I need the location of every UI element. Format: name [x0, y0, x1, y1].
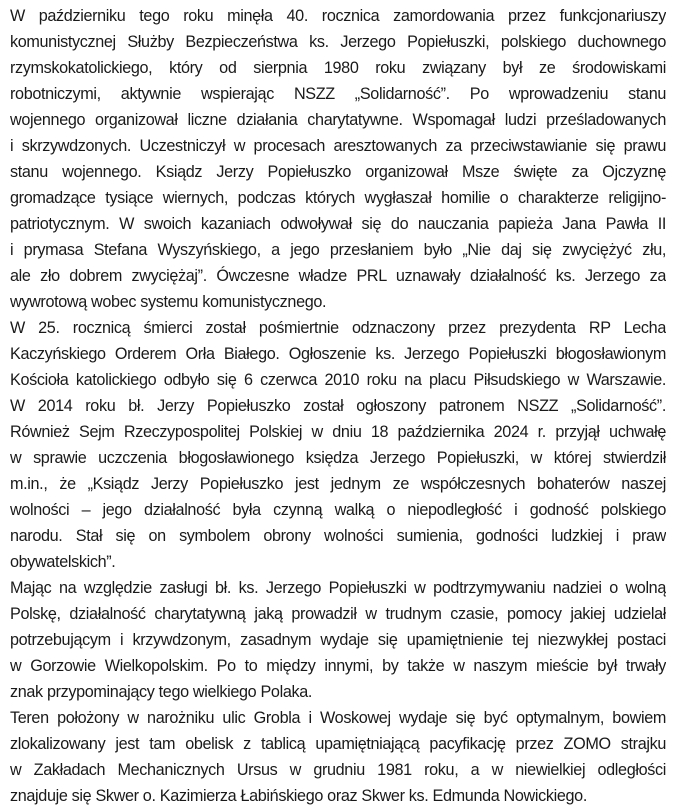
text-line: Kościoła katolickiego odbyło się 6 czerwca 2010 roku na placu Piłsudskiego w Warszawie.	[10, 371, 666, 389]
text-line: Kaczyńskiego Orderem Orła Białego. Ogłoszenie ks. Jerzego Popiełuszki błogosławionym	[10, 345, 666, 363]
text-line: znak przypominający tego wielkiego Polaka.	[10, 683, 313, 701]
text-line: Polskę, działalność charytatywną jaką prowadził w trudnym czasie, pomocy jakiej udzielał	[10, 605, 666, 623]
text-line: Teren położony w narożniku ulic Grobla i Woskowej wydaje się być optymalnym, bowiem	[10, 709, 666, 727]
text-line: znajduje się Skwer o. Kazimierza Łabińskiego oraz Skwer ks. Edmunda Nowickiego.	[10, 787, 587, 805]
paragraph-4	[10, 705, 666, 809]
text-line: w sprawie uczczenia błogosławionego księdza Jerzego Popiełuszki, w której stwierdził	[10, 449, 666, 467]
text-line: narodu. Stał się on symbolem obrony wolności sumienia, godności ludzkiej i praw	[10, 527, 666, 545]
text-line: potrzebującym i krzywdzonym, zasadnym wydaje się upamiętnienie tej niezwykłej postaci	[10, 631, 666, 649]
text-line: Mając na względzie zasługi bł. ks. Jerzego Popiełuszki w podtrzymywaniu nadziei o wolną	[10, 579, 666, 597]
text-line: robotniczymi, aktywnie wspierając NSZZ „Solidarność”. Po wprowadzeniu stanu	[10, 85, 666, 103]
text-line: obywatelskich”.	[10, 553, 116, 571]
text-line: i prymasa Stefana Wyszyńskiego, a jego przesłaniem było „Nie daj się zwyciężyć złu,	[10, 241, 666, 259]
text-line: w Zakładach Mechanicznych Ursus w grudniu 1981 roku, a w niewielkiej odległości	[10, 761, 666, 779]
text-line: gromadzące tysiące wiernych, podczas których wygłaszał homilie o charakterze religijno-	[10, 189, 666, 207]
text-line: zlokalizowany jest tam obelisk z tablicą upamiętniającą pacyfikację przez ZOMO strajku	[10, 735, 666, 753]
document-body	[10, 3, 666, 809]
paragraph-2	[10, 315, 666, 575]
text-line: rzymskokatolickiego, który od sierpnia 1980 roku związany był ze środowiskami	[10, 59, 666, 77]
text-line: W 2014 roku bł. Jerzy Popiełuszko został ogłoszony patronem NSZZ „Solidarność”.	[10, 397, 666, 415]
text-line: i skrzywdzonych. Uczestniczył w procesach aresztowanych za przeciwstawianie się prawu	[10, 137, 666, 155]
text-line: komunistycznej Służby Bezpieczeństwa ks. Jerzego Popiełuszki, polskiego duchownego	[10, 33, 666, 51]
text-line: stanu wojennego. Ksiądz Jerzy Popiełuszko organizował Msze święte za Ojczyznę	[10, 163, 666, 181]
paragraph-1	[10, 3, 666, 315]
text-line: m.in., że „Ksiądz Jerzy Popiełuszko jest jednym ze współczesnych bohaterów naszej	[10, 475, 666, 493]
paragraph-3	[10, 575, 666, 705]
text-line: wywrotową wobec systemu komunistycznego.	[10, 293, 327, 311]
text-line: W 25. rocznicą śmierci został pośmiertnie odznaczony przez prezydenta RP Lecha	[10, 319, 666, 337]
text-line: wojennego organizował liczne działania charytatywne. Wspomagał ludzi prześladowanych	[10, 111, 666, 129]
text-line: W październiku tego roku minęła 40. rocznica zamordowania przez funkcjonariuszy	[10, 7, 666, 25]
text-line: w Gorzowie Wielkopolskim. Po to między innymi, by także w naszym mieście był trwały	[10, 657, 666, 675]
text-line: patriotycznym. W swoich kazaniach odwoływał się do nauczania papieża Jana Pawła II	[10, 215, 666, 233]
text-line: wolności – jego działalność była czynną walką o niepodległość i godność polskiego	[10, 501, 666, 519]
text-line: ale zło dobrem zwyciężaj”. Ówczesne władze PRL uznawały działalność ks. Jerzego za	[10, 267, 666, 285]
text-line: Również Sejm Rzeczypospolitej Polskiej w dniu 18 października 2024 r. przyjął uchwałę	[10, 423, 666, 441]
